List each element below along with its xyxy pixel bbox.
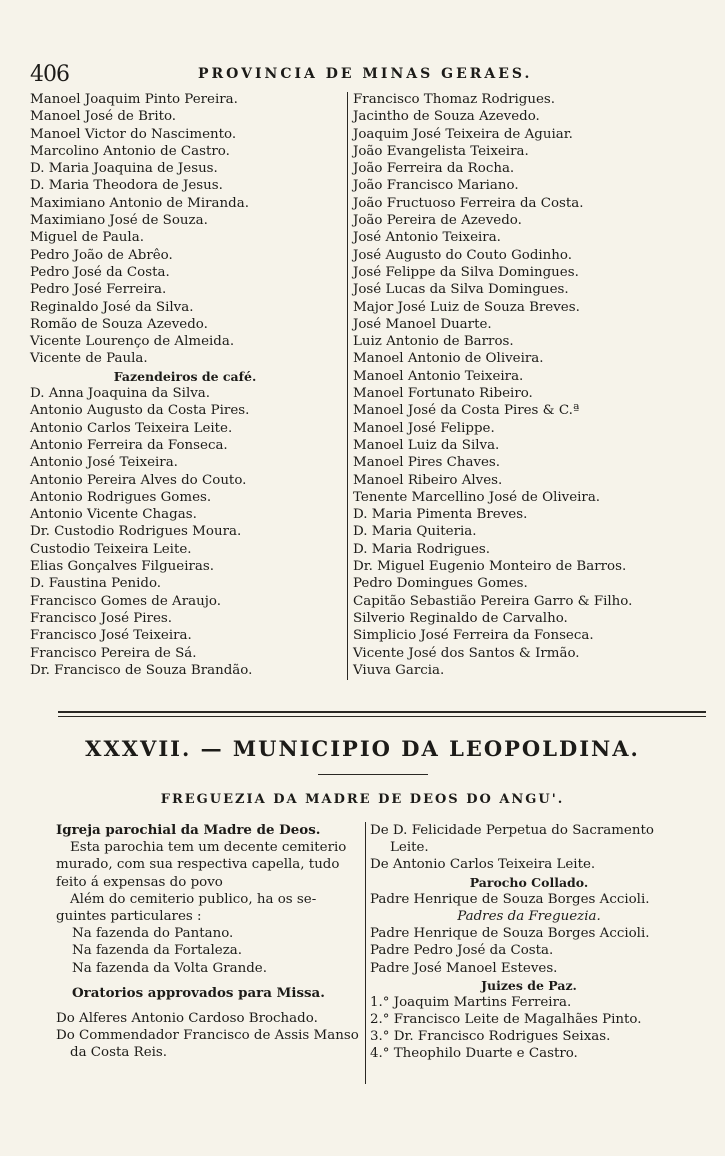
padres-heading: Padres da Freguezia. <box>457 908 601 924</box>
section-heading-fazendeiros: Fazendeiros de café. <box>113 368 257 384</box>
list-item: D. Maria Joaquina de Jesus. <box>30 161 218 177</box>
list-item: D. Maria Quiteria. <box>353 524 477 540</box>
parocho-name: Padre Henrique de Souza Borges Accioli. <box>370 891 650 907</box>
padre-item: Padre Pedro José da Costa. <box>370 943 554 959</box>
list-item: Custodio Teixeira Leite. <box>30 541 192 557</box>
list-item: Francisco Pereira de Sá. <box>30 645 197 661</box>
spacer <box>56 977 364 985</box>
paragraph-line: feito á expensas do povo <box>56 874 223 890</box>
list-item: Elias Gonçalves Filgueiras. <box>30 559 214 575</box>
list-item: Manoel Luiz da Silva. <box>353 437 500 453</box>
list-item: Maximiano José de Souza. <box>30 213 208 229</box>
list-item: Francisco Thomaz Rodrigues. <box>353 92 556 107</box>
list-item: Tenente Marcellino José de Oliveira. <box>353 489 601 505</box>
oratorio-item: Do Alferes Antonio Cardoso Brochado. <box>56 1010 318 1026</box>
list-item: D. Faustina Penido. <box>30 576 162 592</box>
list-item: José Antonio Teixeira. <box>353 230 501 246</box>
list-item: Capitão Sebastião Pereira Garro & Filho. <box>353 593 633 609</box>
oratorio-item: De D. Felicidade Perpetua do Sacramento <box>370 823 654 838</box>
section-divider-thin <box>58 716 706 717</box>
list-item: Vicente Lourenço de Almeida. <box>30 334 235 350</box>
list-item: Pedro José da Costa. <box>30 264 170 280</box>
list-item: José Lucas da Silva Domingues. <box>353 282 569 298</box>
column-divider <box>347 92 348 680</box>
list-item: Antonio Pereira Alves do Couto. <box>30 472 247 488</box>
paragraph-line: Além do cemiterio publico, ha os se- <box>70 891 317 907</box>
list-item: Maximiano Antonio de Miranda. <box>30 195 249 211</box>
oratorio-item: De Antonio Carlos Teixeira Leite. <box>370 857 596 873</box>
fazenda-item: Na fazenda do Pantano. <box>72 926 234 942</box>
right-name-column <box>353 91 693 679</box>
list-item: José Augusto do Couto Godinho. <box>353 247 573 263</box>
section-divider-thick <box>58 711 706 713</box>
list-item: João Evangelista Teixeira. <box>353 143 529 159</box>
fazenda-item: Na fazenda da Volta Grande. <box>72 960 267 976</box>
spacer <box>56 1002 364 1010</box>
list-item: Antonio Augusto da Costa Pires. <box>30 403 250 419</box>
list-item: D. Maria Pimenta Breves. <box>353 507 528 523</box>
list-item: Simplicio José Ferreira da Fonseca. <box>353 628 594 644</box>
list-item: Manoel Victor do Nascimento. <box>30 126 237 142</box>
juiz-item: 1.° Joaquim Martins Ferreira. <box>370 994 572 1010</box>
list-item: Dr. Miguel Eugenio Monteiro de Barros. <box>353 559 627 575</box>
juiz-item: 4.° Theophilo Duarte e Castro. <box>370 1046 578 1062</box>
list-item: João Pereira de Azevedo. <box>353 213 522 229</box>
list-item: Luiz Antonio de Barros. <box>353 334 514 350</box>
running-title: PROVINCIA DE MINAS GERAES. <box>198 66 533 82</box>
list-item: Manoel José Felippe. <box>353 420 495 436</box>
fazenda-item: Na fazenda da Fortaleza. <box>72 943 243 959</box>
lower-column-divider <box>365 822 366 1084</box>
list-item: Francisco José Pires. <box>30 610 173 626</box>
padre-item: Padre José Manoel Esteves. <box>370 960 558 976</box>
list-item: Antonio Vicente Chagas. <box>30 507 197 523</box>
list-item: João Ferreira da Rocha. <box>353 161 515 177</box>
list-item: Marcolino Antonio de Castro. <box>30 143 230 159</box>
lower-right-column <box>370 822 688 1063</box>
list-item: Manoel José da Costa Pires & C.ª <box>353 403 580 419</box>
juiz-item: 2.° Francisco Leite de Magalhães Pinto. <box>370 1012 642 1028</box>
lower-left-column <box>56 822 364 1061</box>
juiz-item: 3.° Dr. Francisco Rodrigues Seixas. <box>370 1029 611 1045</box>
list-item: Manoel Joaquim Pinto Pereira. <box>30 92 238 107</box>
list-item: Vicente José dos Santos & Irmão. <box>353 645 580 661</box>
list-item: Francisco Gomes de Araujo. <box>30 593 221 609</box>
municipio-title: XXXVII. — MUNICIPIO DA LEOPOLDINA. <box>85 736 640 761</box>
list-item: D. Anna Joaquina da Silva. <box>30 386 211 402</box>
list-item: Antonio José Teixeira. <box>30 455 178 471</box>
list-item: Antonio Rodrigues Gomes. <box>30 489 212 505</box>
list-item: Dr. Custodio Rodrigues Moura. <box>30 524 242 540</box>
list-item: Major José Luiz de Souza Breves. <box>353 299 580 315</box>
list-item: João Fructuoso Ferreira da Costa. <box>353 195 584 211</box>
list-item: Joaquim José Teixeira de Aguiar. <box>353 126 573 142</box>
title-underline <box>318 774 428 775</box>
parocho-heading: Parocho Collado. <box>469 874 589 890</box>
list-item: Manoel Antonio Teixeira. <box>353 368 524 384</box>
list-item: Pedro João de Abrêo. <box>30 247 173 263</box>
list-item: José Manoel Duarte. <box>353 316 492 332</box>
left-name-column <box>30 91 340 679</box>
list-item: D. Maria Rodrigues. <box>353 541 491 557</box>
list-item: Manoel Ribeiro Alves. <box>353 472 503 488</box>
list-item: Miguel de Paula. <box>30 230 144 246</box>
padre-item: Padre Henrique de Souza Borges Accioli. <box>370 926 650 942</box>
list-item: Reginaldo José da Silva. <box>30 299 194 315</box>
list-item: Jacintho de Souza Azevedo. <box>353 109 540 125</box>
list-item: João Francisco Mariano. <box>353 178 519 194</box>
paragraph-line: murado, com sua respectiva capella, tudo <box>56 857 340 873</box>
paragraph-line: guintes particulares : <box>56 908 202 924</box>
list-item: Manoel José de Brito. <box>30 109 177 125</box>
list-item: Dr. Francisco de Souza Brandão. <box>30 662 253 678</box>
list-item: Manoel Antonio de Oliveira. <box>353 351 544 367</box>
juizes-heading: Juizes de Paz. <box>481 977 577 993</box>
oratorio-item: Leite. <box>390 840 429 856</box>
list-item: Manoel Fortunato Ribeiro. <box>353 386 533 402</box>
freguezia-title: FREGUEZIA DA MADRE DE DEOS DO ANGU'. <box>160 792 565 807</box>
paragraph-line: Esta parochia tem um decente cemiterio <box>70 840 347 856</box>
list-item: Silverio Reginaldo de Carvalho. <box>353 610 568 626</box>
list-item: Manoel Pires Chaves. <box>353 455 501 471</box>
list-item: Antonio Ferreira da Fonseca. <box>30 437 228 453</box>
list-item: Pedro Domingues Gomes. <box>353 576 528 592</box>
oratorios-heading: Oratorios approvados para Missa. <box>72 984 325 1001</box>
igreja-heading: Igreja parochial da Madre de Deos. <box>56 822 321 838</box>
oratorio-item: da Costa Reis. <box>70 1045 168 1061</box>
list-item: Pedro José Ferreira. <box>30 282 167 298</box>
list-item: Francisco José Teixeira. <box>30 628 192 644</box>
list-item: Viuva Garcia. <box>353 662 445 678</box>
list-item: Romão de Souza Azevedo. <box>30 316 208 332</box>
list-item: José Felippe da Silva Domingues. <box>353 264 579 280</box>
oratorio-item: Do Commendador Francisco de Assis Manso <box>56 1028 359 1044</box>
list-item: D. Maria Theodora de Jesus. <box>30 178 223 194</box>
page-number: 406 <box>30 62 69 87</box>
list-item: Antonio Carlos Teixeira Leite. <box>30 420 233 436</box>
running-head <box>30 62 690 86</box>
list-item: Vicente de Paula. <box>30 351 148 367</box>
